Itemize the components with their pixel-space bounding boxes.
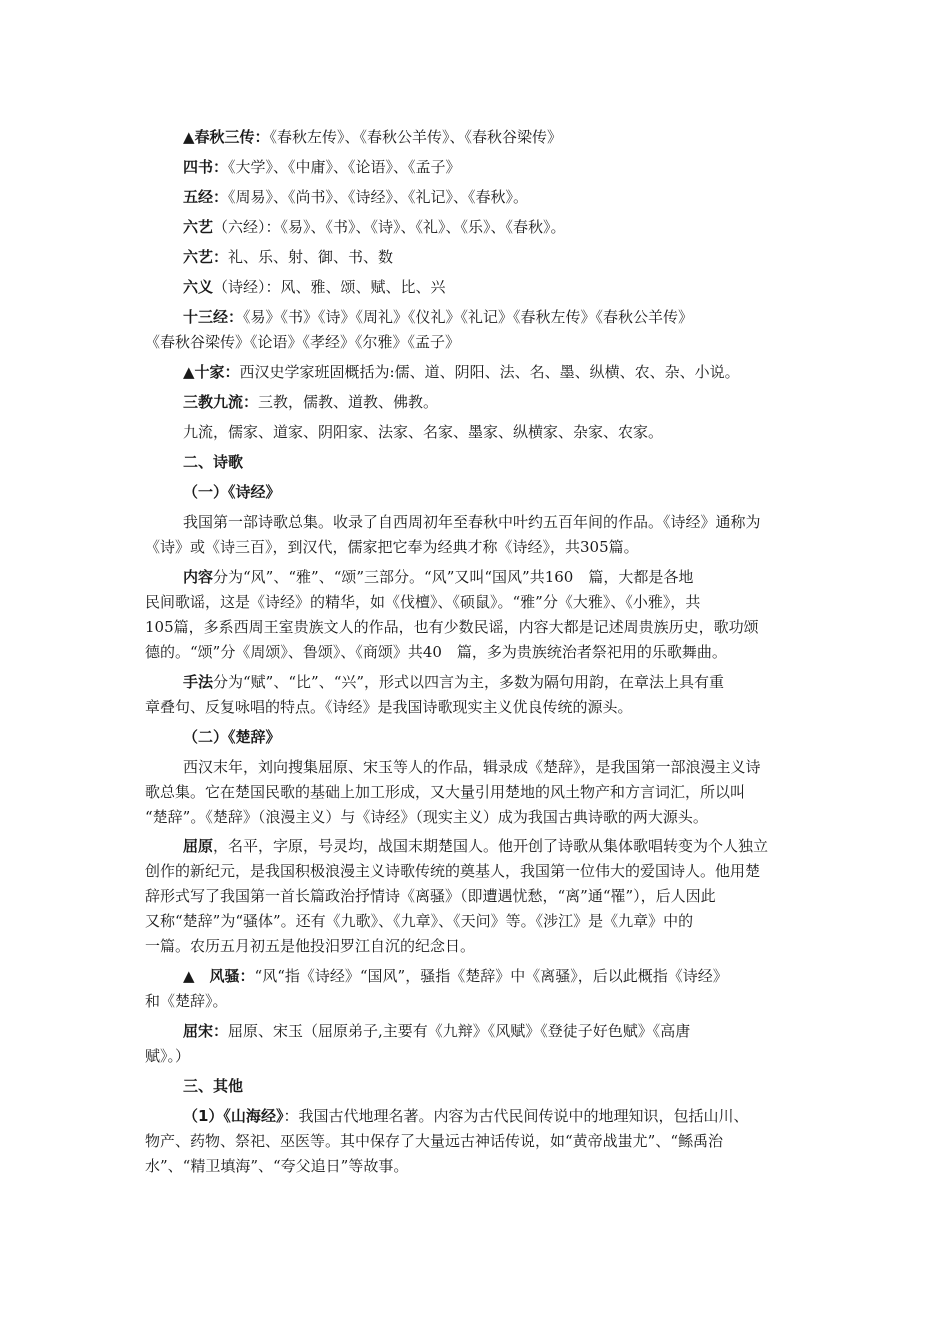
term-text: 《易》《书》《诗》《周礼》《仪礼》《礼记》《春秋左传》《春秋公羊传》 <box>243 308 694 326</box>
term-text: 《春秋左传》、《春秋公羊传》、《春秋谷梁传》 <box>269 128 563 146</box>
paragraph-line: 歌总集。它在楚国民歌的基础上加工形成，又大量引用楚地的风土物产和方言词汇，所以叫 <box>145 783 746 801</box>
term-text: 分为“风”、“雅”、“颂”三部分。“风”又叫“国风”共160 篇，大都是各地 <box>213 568 694 586</box>
term-text: 西汉史学家班固概括为:儒、道、阴阳、法、名、墨、纵横、农、杂、小说。 <box>239 363 740 381</box>
paragraph-line: “楚辞”。《楚辞》（浪漫主义）与《诗经》（现实主义）成为我国古典诗歌的两大源头。 <box>145 808 708 826</box>
paragraph-line: 创作的新纪元，是我国积极浪漫主义诗歌传统的奠基人，我国第一位伟大的爱国诗人。他用楚 <box>145 862 761 880</box>
paragraph-line: 物产、药物、祭祀、巫医等。其中保存了大量远古神话传说，如“黄帝战蚩尤”、“鲧禹治 <box>145 1132 724 1150</box>
section-heading-poetry: 二、诗歌 <box>183 453 244 471</box>
term-label: ▲十家： <box>183 363 240 381</box>
line-liuyi-liujing <box>183 217 863 237</box>
paragraph-line: 和《楚辞》。 <box>145 992 228 1010</box>
section-heading-others: 三、其他 <box>183 1077 244 1095</box>
paragraph-line: 又称“楚辞”为“骚体”。还有《九歌》、《九章》、《天问》等。《涉江》是《九章》中的 <box>145 912 694 930</box>
paragraph-line: 西汉末年，刘向搜集屈原、宋玉等人的作品，辑录成《楚辞》，是我国第一部浪漫主义诗 <box>183 758 761 776</box>
line-liuyi-shijing <box>183 277 863 297</box>
term-label: 手法 <box>183 673 214 691</box>
term-label: （1）《山海经》 <box>183 1107 284 1125</box>
term-text: 《春秋谷梁传》《论语》《孝经》《尔雅》《孟子》 <box>145 333 461 351</box>
subsection-heading-chuci: （二）《楚辞》 <box>183 728 281 746</box>
paragraph-line: 一篇。农历五月初五是他投汨罗江自沉的纪念日。 <box>145 937 476 955</box>
term-text: “风“指《诗经》“国风”，骚指《楚辞》中《离骚》，后以此概指《诗经》 <box>254 967 728 985</box>
line-shijia <box>183 362 863 382</box>
term-label: 屈宋： <box>183 1022 229 1040</box>
paragraph-line <box>183 672 863 692</box>
paragraph-line: 我国第一部诗歌总集。收录了自西周初年至春秋中叶约五百年间的作品。《诗经》通称为 <box>183 513 761 531</box>
term-text: 《周易》、《尚书》、《诗经》、《礼记》、《春秋》。 <box>228 188 529 206</box>
line-shisanjing <box>183 307 863 327</box>
term-label: 六义 <box>183 278 214 296</box>
term-label: 六艺： <box>183 248 229 266</box>
paragraph-line: 民间歌谣，这是《诗经》的精华，如《伐檀》、《硕鼠》。“雅”分《大雅》、《小雅》，共 <box>145 593 701 611</box>
term-label: 十三经： <box>183 308 244 326</box>
paragraph-line: 辞形式写了我国第一首长篇政治抒情诗《离骚》（即遭遇忧愁，“离”通“罹”），后人因此 <box>145 887 716 905</box>
paragraph-line: 赋》。） <box>145 1047 191 1065</box>
term-label: 屈原 <box>183 837 214 855</box>
paragraph-line: 105篇，多系西周王室贵族文人的作品，也有少数民谣，内容大都是记述周贵族历史，歌功颂 <box>145 618 759 636</box>
term-label: 内容 <box>183 568 214 586</box>
term-text: 三教，儒教、道教、佛教。 <box>258 393 439 411</box>
term-text: ，名平，字原，号灵均，战国末期楚国人。他开创了诗歌从集体歌唱转变为个人独立 <box>213 837 769 855</box>
line-sishu <box>183 157 863 177</box>
paragraph-line: 章叠句、反复咏唱的特点。《诗经》是我国诗歌现实主义优良传统的源头。 <box>145 698 633 716</box>
term-text: 屈原、宋玉（屈原弟子,主要有《九辩》《风赋》《登徒子好色赋》《高唐 <box>228 1022 691 1040</box>
paragraph-line <box>183 966 863 986</box>
paragraph-line: 《诗》或《诗三百》，到汉代，儒家把它奉为经典才称《诗经》，共305篇。 <box>145 538 639 556</box>
term-text: 《大学》、《中庸》、《论语》、《孟子》 <box>228 158 461 176</box>
term-text: 九流，儒家、道家、阴阳家、法家、名家、墨家、纵横家、杂家、农家。 <box>183 423 664 441</box>
term-text: （六经）：《易》、《书》、《诗》、《礼》、《乐》、《春秋》。 <box>213 218 566 236</box>
line-jiuliu <box>183 422 863 442</box>
term-text: ：我国古代地理名著。内容为古代民间传说中的地理知识，包括山川、 <box>283 1107 749 1125</box>
term-text: 分为“赋”、“比”、“兴”，形式以四言为主，多数为隔句用韵，在章法上具有重 <box>213 673 725 691</box>
subsection-heading-shijing: （一）《诗经》 <box>183 483 281 501</box>
line-shisanjing-cont <box>145 332 825 352</box>
term-text: 礼、乐、射、御、书、数 <box>228 248 394 266</box>
line-liuyi <box>183 247 863 267</box>
term-label: ▲ 风骚： <box>183 967 255 985</box>
term-text: （诗经）：风、雅、颂、赋、比、兴 <box>213 278 446 296</box>
paragraph-line: 德的。“颂”分《周颂》、鲁颂》、《商颂》共40 篇，多为贵族统治者祭祀用的乐歌舞曲。 <box>145 643 727 661</box>
line-sanjiao <box>183 392 863 412</box>
paragraph-line <box>183 836 863 856</box>
term-label: 三教九流： <box>183 393 259 411</box>
paragraph-line <box>183 1021 863 1041</box>
term-label: 四书： <box>183 158 229 176</box>
line-wujing <box>183 187 863 207</box>
line-chunqiu-sanzhuan <box>183 127 863 147</box>
term-label: 五经： <box>183 188 229 206</box>
term-label: 六艺 <box>183 218 214 236</box>
paragraph-line <box>183 567 863 587</box>
term-label: ▲春秋三传： <box>183 128 270 146</box>
paragraph-line: 水”、“精卫填海”、“夸父追日”等故事。 <box>145 1157 409 1175</box>
paragraph-line <box>183 1106 863 1126</box>
